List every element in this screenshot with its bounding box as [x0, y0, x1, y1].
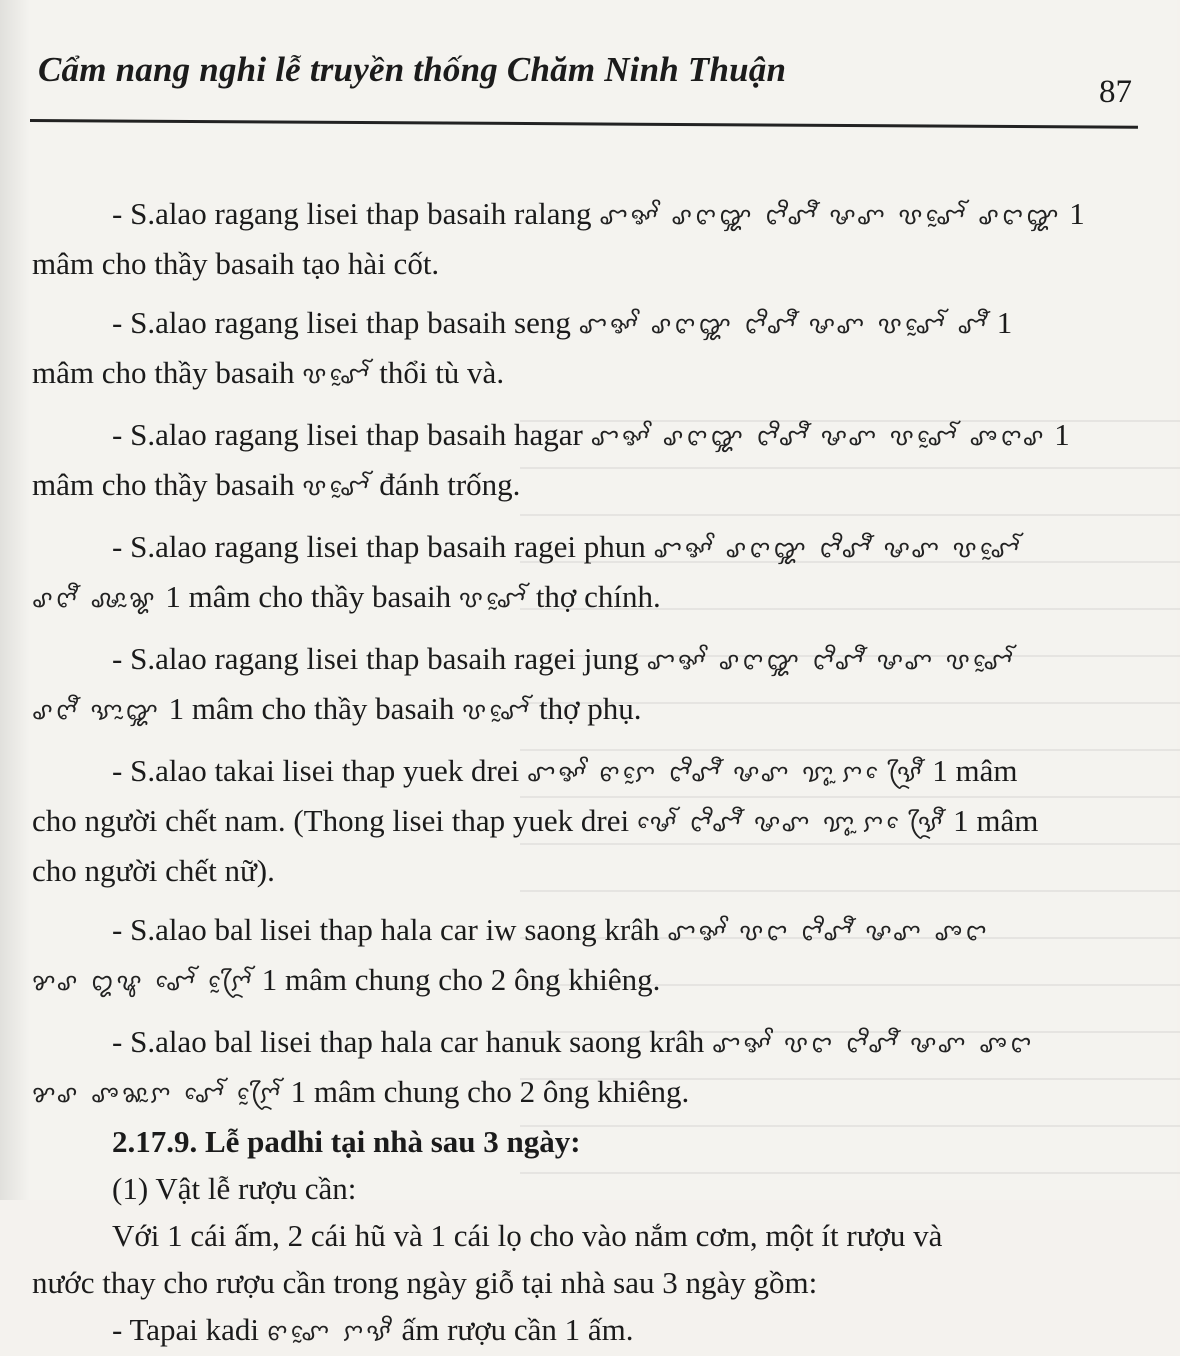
text-line: [32, 411, 1140, 461]
text-line: [32, 349, 1140, 399]
cham-script: ꨣꨈꨬ ꨜꨭꨘ: [32, 585, 158, 613]
text-run: cho người chết nam. (Thong lisei thap yuek drei: [32, 803, 630, 838]
text-run: - S.alao ragang lisei thap basaih hagar: [112, 417, 583, 452]
cham-script: ꨝꨧꨰꨱ: [462, 697, 532, 725]
text-run: 1 mâm: [953, 803, 1039, 838]
section-heading: 2.17.9. Lễ padhi tại nhà sau 3 ngày:: [112, 1124, 581, 1159]
text-run: 1 mâm cho thầy basaih: [165, 579, 452, 614]
cham-script: ꨧꨀꨩ ꨣꨈꨒ ꨤꨪꨧꨬ ꨔꨚ ꨝꨧꨰꨱ ꨣꨤꨒ: [599, 202, 1062, 230]
text-line: [32, 906, 1140, 956]
text-run: - S.alao takai lisei thap yuek drei: [112, 753, 520, 788]
text-run: - S.alao ragang lisei thap basaih seng: [112, 305, 571, 340]
paragraph-hala-car-iw: [32, 906, 1140, 1006]
text-line: Với 1 cái ấm, 2 cái hũ và 1 cái lọ cho vào nắm cơm, một ít rượu và: [112, 1218, 943, 1253]
cham-script: ꨝꨧꨰꨱ: [302, 361, 372, 389]
text-run: cho người chết nữ).: [32, 853, 275, 888]
body-text: [32, 190, 1140, 1356]
text-run: - Tapai kadi: [112, 1312, 260, 1347]
text-line: [32, 747, 1140, 797]
cham-script: ꨌꨣ ꨨꨗꨭꨆ ꨧꨯꨱ ꨆꨴꨰꨱ: [32, 1080, 283, 1108]
text-run: đánh trống.: [379, 467, 521, 502]
text-run: thợ phụ.: [539, 691, 642, 726]
text-run: 1 mâm cho thầy basaih: [168, 691, 455, 726]
cham-script: ꨧꨀꨩ ꨣꨈꨒ ꨤꨪꨧꨬ ꨔꨚ ꨝꨧꨰꨱ: [653, 535, 1022, 563]
text-run: 1: [1069, 196, 1085, 231]
text-line: [32, 299, 1140, 349]
running-header: [38, 50, 1138, 130]
text-line: [32, 1306, 1140, 1356]
text-run: thợ chính.: [535, 579, 661, 614]
text-line: [32, 685, 1140, 735]
cham-script: ꨌꨣ ꨁꨥ ꨧꨯꨱ ꨆꨴꨰꨱ: [32, 968, 255, 996]
text-line: [32, 635, 1140, 685]
cham-script: ꨧꨀꨩ ꨝꨤ ꨤꨪꨧꨬ ꨔꨚ ꨨꨤ: [667, 918, 990, 946]
text-run: - S.alao bal lisei thap hala car hanuk saong krâh: [112, 1024, 705, 1059]
text-line: [32, 1068, 1140, 1118]
cham-script: ꨧꨀꨩ ꨝꨤ ꨤꨪꨧꨬ ꨔꨚ ꨨꨤ: [712, 1030, 1035, 1058]
text-line: [32, 461, 1140, 511]
cham-script: ꨔꨯꨱ ꨤꨪꨧꨬ ꨔꨚ ꨢꨶꨭꨆ ꨯꨕꨴꨬ: [636, 809, 946, 837]
text-line: [32, 847, 1140, 894]
text-run: mâm cho thầy basaih: [32, 467, 295, 502]
cham-script: ꨓꨚꨰ ꨆꨕꨪ: [266, 1318, 394, 1346]
paragraph-ragei-phun: [32, 523, 1140, 623]
text-line: nước thay cho rượu cần trong ngày giỗ tại nhà sau 3 ngày gồm:: [32, 1265, 818, 1300]
section-block: [32, 1118, 1140, 1356]
paragraph-basaih-ralang: [32, 190, 1140, 287]
text-run: 1 mâm: [932, 753, 1018, 788]
text-run: mâm cho thầy basaih tạo hài cốt.: [32, 246, 440, 281]
section-subheading: (1) Vật lễ rượu cần:: [112, 1171, 357, 1206]
page-edge-shadow: [0, 0, 30, 1200]
text-line: [32, 190, 1140, 240]
text-run: 1: [1054, 417, 1070, 452]
text-run: - S.alao ragang lisei thap basaih ragei jung: [112, 641, 639, 676]
paragraph-yuek-drei: [32, 747, 1140, 894]
text-run: - S.alao ragang lisei thap basaih ralang: [112, 196, 592, 231]
cham-script: ꨝꨧꨰꨱ: [302, 473, 372, 501]
text-run: 1: [996, 305, 1013, 340]
cham-script: ꨧꨀꨩ ꨣꨈꨒ ꨤꨪꨧꨬ ꨔꨚ ꨝꨧꨰꨱ ꨧꨬ: [578, 311, 989, 339]
text-run: ấm rượu cần 1 ấm.: [401, 1312, 634, 1347]
paragraph-basaih-seng: [32, 299, 1140, 399]
text-run: thổi tù và.: [379, 355, 505, 390]
text-run: 1 mâm chung cho 2 ông khiêng.: [261, 962, 661, 997]
cham-script: ꨝꨧꨰꨱ: [458, 585, 529, 613]
text-line: [32, 1018, 1140, 1068]
text-line: [32, 956, 1140, 1006]
cham-script: ꨣꨈꨬ ꨎꨭꨒ: [32, 697, 161, 725]
text-run: - S.alao ragang lisei thap basaih ragei phun: [112, 529, 646, 564]
cham-script: ꨧꨀꨩ ꨣꨈꨒ ꨤꨪꨧꨬ ꨔꨚ ꨝꨧꨰꨱ: [646, 647, 1015, 675]
text-line: [32, 523, 1140, 573]
text-line: [32, 573, 1140, 623]
cham-script: ꨧꨀꨩ ꨓꨆꨰ ꨤꨪꨧꨬ ꨔꨚ ꨢꨶꨭꨆ ꨯꨕꨴꨬ: [526, 759, 925, 787]
paragraph-hala-car-hanuk: [32, 1018, 1140, 1118]
paragraph-basaih-hagar: [32, 411, 1140, 511]
header-title: Cẩm nang nghi lễ truyền thống Chăm Ninh Thuận: [38, 50, 787, 89]
cham-script: ꨧꨀꨩ ꨣꨈꨒ ꨤꨪꨧꨬ ꨔꨚ ꨝꨧꨰꨱ ꨨꨈꨣ: [590, 423, 1047, 451]
text-line: [32, 240, 1140, 287]
text-run: - S.alao bal lisei thap hala car iw saong krâh: [112, 912, 660, 947]
text-run: 1 mâm chung cho 2 ông khiêng.: [290, 1074, 690, 1109]
paragraph-ragei-jung: [32, 635, 1140, 735]
text-run: mâm cho thầy basaih: [32, 355, 295, 390]
page-number: 87: [1099, 74, 1132, 110]
text-line: [32, 797, 1140, 847]
